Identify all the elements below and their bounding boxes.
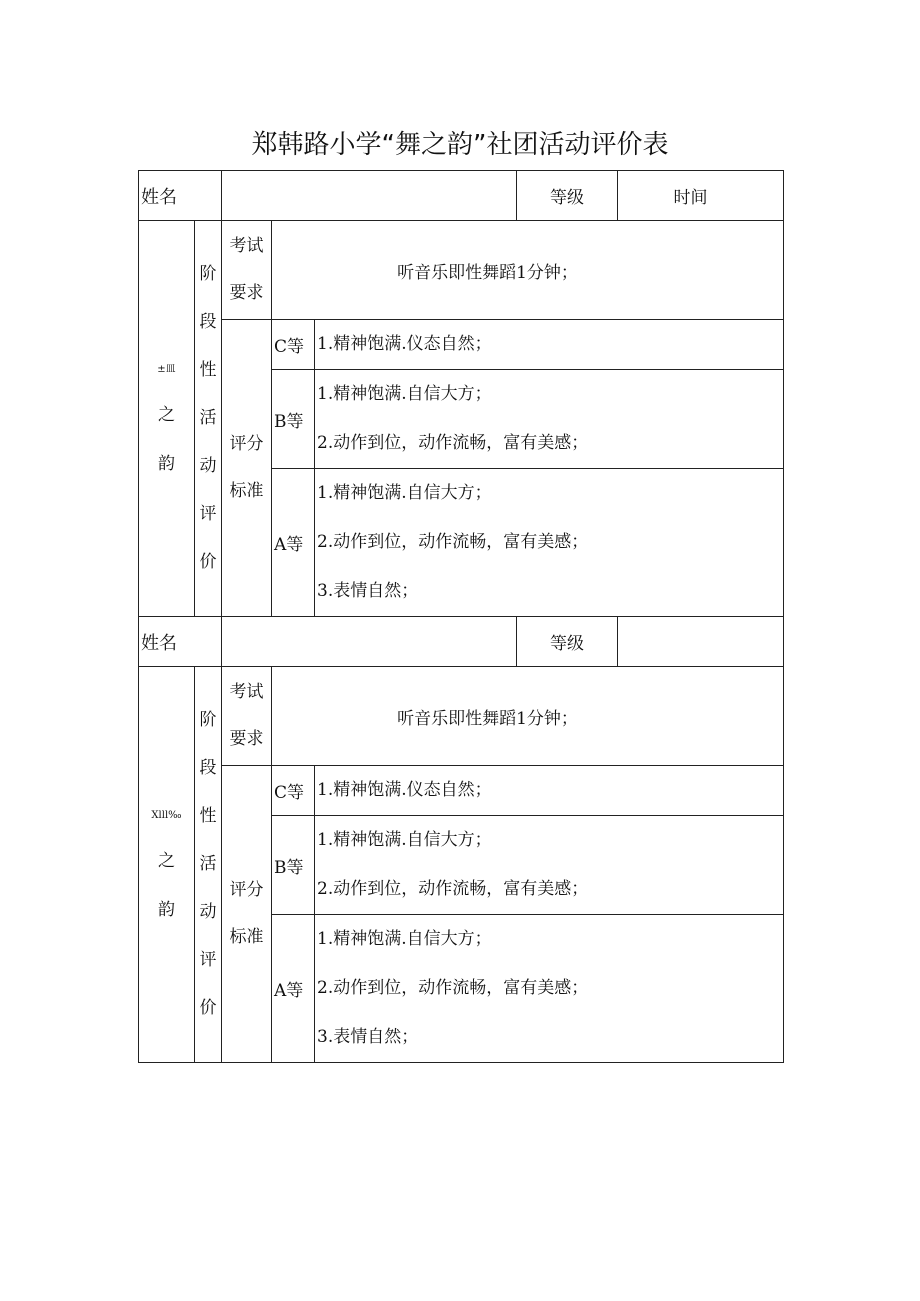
grade-c-label: C等 (272, 766, 315, 816)
club-name-bot: 韵 (158, 453, 175, 474)
page-title: 郑韩路小学“舞之韵”社团活动评价表 (251, 130, 669, 160)
grade-value-cell[interactable] (618, 617, 784, 667)
grade-c-criteria: 1.精神饱满.仪态自然； (315, 320, 784, 370)
criteria-label: 评分 标准 (222, 320, 272, 617)
exam-requirement-label: 考试 要求 (222, 221, 272, 320)
criteria-label: 评分 标准 (222, 766, 272, 1063)
name-value-cell[interactable] (222, 617, 517, 667)
grade-a-criteria: 1.精神饱满.自信大方； 2.动作到位，动作流畅，富有美感； 3.表情自然； (315, 469, 784, 617)
club-name-mid: 之 (158, 850, 175, 871)
exam-requirement-label: 考试 要求 (222, 667, 272, 766)
exam-requirement-text: 听音乐即性舞蹈1分钟； (272, 221, 784, 320)
grade-a-label: A等 (272, 469, 315, 617)
grade-a-label: A等 (272, 915, 315, 1063)
club-name-bot: 韵 (158, 899, 175, 920)
grade-c-label: C等 (272, 320, 315, 370)
club-name-cell (139, 221, 195, 617)
evaluation-table-2 (138, 616, 784, 1063)
name-value-cell[interactable] (222, 171, 517, 221)
grade-b-label: B等 (272, 816, 315, 915)
grade-b-criteria: 1.精神饱满.自信大方； 2.动作到位，动作流畅，富有美感； (315, 370, 784, 469)
exam-requirement-text: 听音乐即性舞蹈1分钟； (272, 667, 784, 766)
grade-a-criteria: 1.精神饱满.自信大方； 2.动作到位，动作流畅，富有美感； 3.表情自然； (315, 915, 784, 1063)
grade-b-label: B等 (272, 370, 315, 469)
grade-c-criteria: 1.精神饱满.仪态自然； (315, 766, 784, 816)
time-label: 时间 (618, 171, 784, 221)
club-name-cell (139, 667, 195, 1063)
name-label: 姓名 (139, 617, 222, 667)
grade-label: 等级 (517, 171, 618, 221)
stage-eval-label: 阶 段 性 活 动 评 价 (195, 667, 222, 1063)
grade-label: 等级 (517, 617, 618, 667)
grade-b-criteria: 1.精神饱满.自信大方； 2.动作到位，动作流畅，富有美感； (315, 816, 784, 915)
club-name-top: ±皿 (157, 363, 176, 375)
name-label: 姓名 (139, 171, 222, 221)
stage-eval-label: 阶 段 性 活 动 评 价 (195, 221, 222, 617)
club-name-mid: 之 (158, 404, 175, 425)
club-name-top: Xlll‰ (151, 809, 182, 821)
evaluation-table-1 (138, 170, 784, 617)
